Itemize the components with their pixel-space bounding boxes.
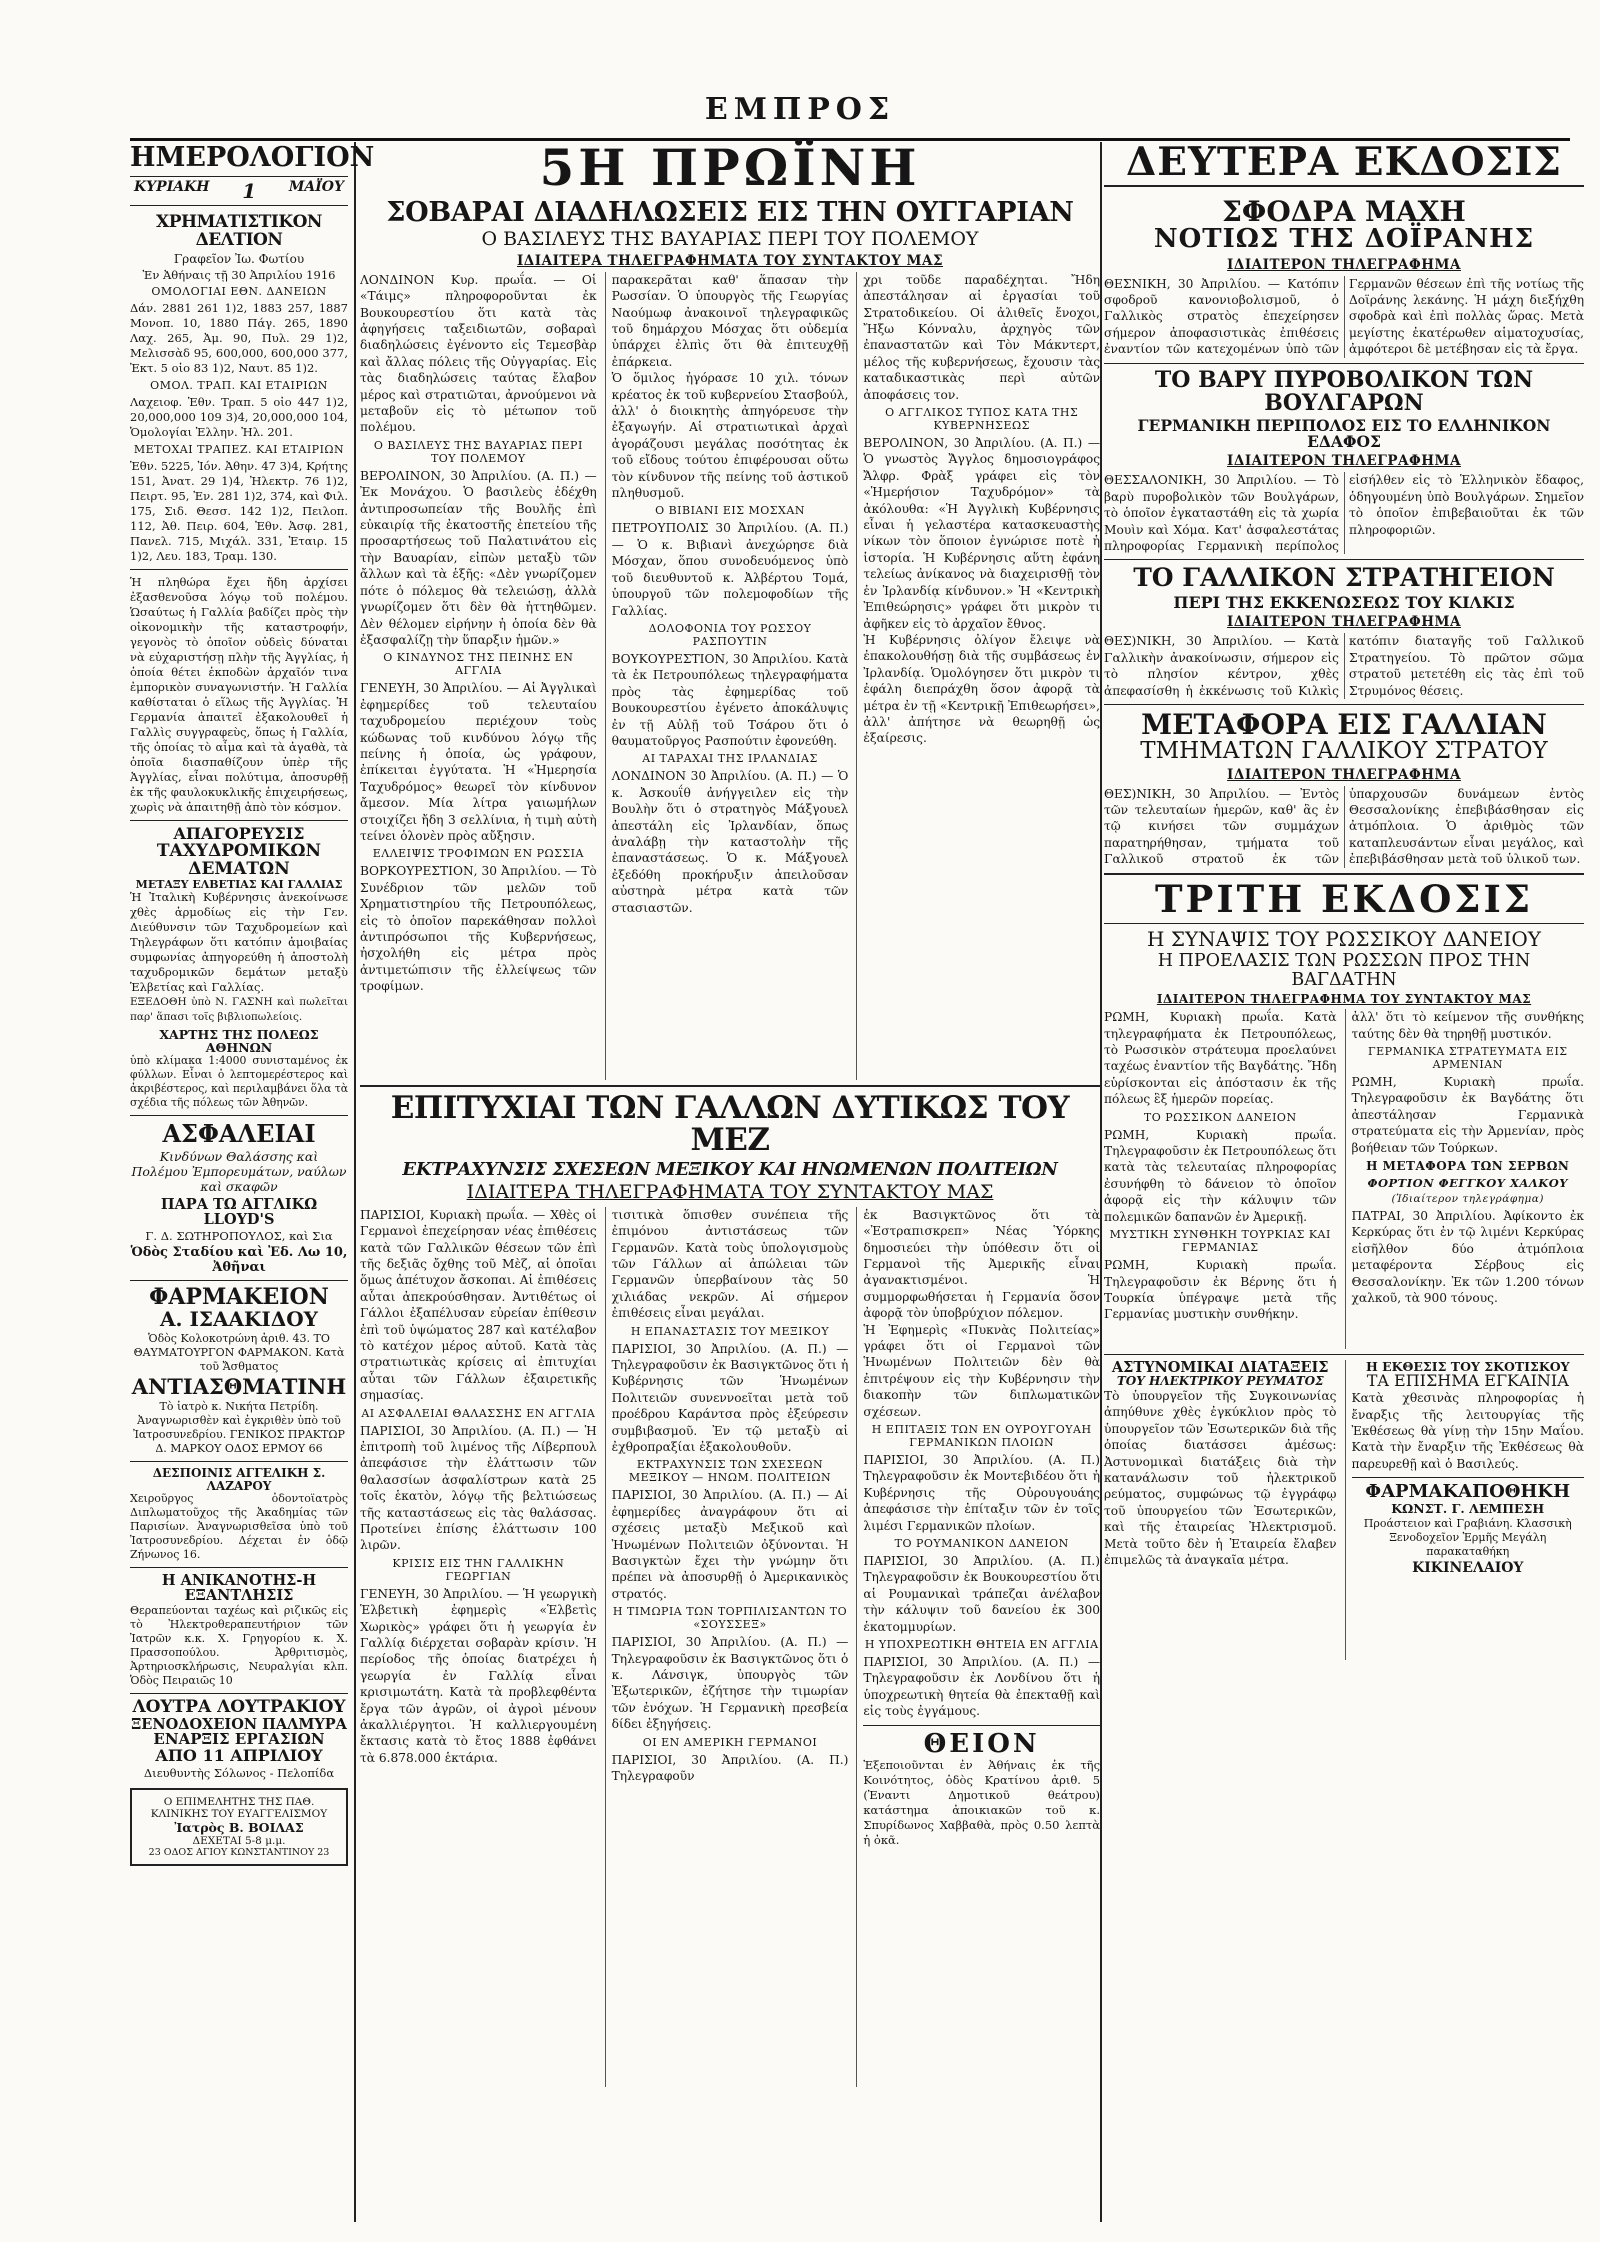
article-text: ΡΩΜΗ, Κυριακὴ πρωΐα. Τηλεγραφοῦσιν ἐκ Βαγδάτης ὅτι ἀπεστάλησαν Γερμανικὰ στρατεύματα εἰς τὴν Ἀρμενίαν, πρὸς βοήθειαν τῶν Τούρκων. bbox=[1351, 1075, 1584, 1155]
kicker: ΙΔΙΑΙΤΕΡΑ ΤΗΛΕΓΡΑΦΗΜΑΤΑ ΤΟΥ ΣΥΝΤΑΚΤΟΥ ΜΑΣ bbox=[516, 252, 943, 269]
ad-text: Τὸ ἱατρὸ κ. Νικήτα Πετρίδη. Ἀναγνωρισθὲν καὶ ἐγκριθὲν ὑπὸ τοῦ Ἰατροσυνεδρίου. ΓΕΝΙΚΟΣ ΠΡΑΚΤΩΡ Δ. ΜΑΡΚΟΥ ΟΔΟΣ ΕΡΜΟΥ 66 bbox=[133, 1400, 345, 1456]
article-headline: ΝΟΤΙΩΣ ΤΗΣ ΔΟΪΡΑΝΗΣ bbox=[1153, 224, 1535, 255]
center-column bbox=[360, 138, 1101, 2222]
article-text: ΠΑΤΡΑΙ, 30 Ἀπριλίου. Ἀφίκοντο ἐκ Κερκύρας ὅτι ἐν τῷ λιμένι Κερκύρας εἰσῆλθον δύο ἀτμόπλοια μεταφέροντα Σέρβους εἰς Θεσσαλονίκην. Ἐκ τῶν 1.200 τόνων χαλκοῦ, τὰ 900 τόνους. bbox=[1351, 1209, 1584, 1306]
ad-date: ΑΠΟ 11 ΑΠΡΙΛΙΟΥ bbox=[155, 1745, 323, 1765]
article-text: ΛΟΝΔΙΝΟΝ 30 Ἀπριλίου. (Α. Π.) — Ὁ κ. Ἀσκουΐθ ἀνήγγειλεν εἰς τὴν Βουλὴν ὅτι ὁ στρατηγὸς Μάξγουελ ἀπεστάλη εἰς Ἰρλανδίαν, ὅπως ἀναλάβῃ τὴν καταστολὴν τῆς ἐπαναστάσεως. Ὁ κ. Μάξγουελ ἐξεδόθη προκήρυξιν ἀπειλοῦσαν αὐστηρὰ μέτρα κατὰ τῶν στασιαστῶν. bbox=[611, 769, 849, 915]
ad-subtitle: ΕΝΑΡΞΙΣ ΕΡΓΑΣΙΩΝ bbox=[153, 1729, 325, 1748]
article-text: ΠΑΡΙΣΙΟΙ, 30 Ἀπριλίου. (Α. Π.) Τηλεγραφοῦν bbox=[611, 1752, 849, 1784]
article-text: ΠΕΤΡΟΥΠΟΛΙΣ 30 Ἀπριλίου. (Α. Π.) — Ὁ κ. Βιβιανὶ ἀνεχώρησε διὰ Μόσχαν, ὅπου συνοδευόμενος ὑπὸ τοῦ διευθυντοῦ κ. Ἀλβέρτου Τομά, ὑπουργοῦ τῶν πολεμοφοδίων τῆς Γαλλίας. bbox=[611, 521, 849, 618]
ad-subtitle: ΤΑ ΕΠΙΣΗΜΑ ΕΓΚΑΙΝΙΑ bbox=[1366, 1371, 1569, 1391]
ad-text: Προάστειον καὶ Γραβιάνη. Κλασσικὴ Ξενοδοχεῖον Ἑρμῆς Μεγάλη παρακαταθήκη bbox=[1363, 1517, 1572, 1559]
ad-brand: ΑΝΤΙΑΣΘΜΑΤΙΝΗ bbox=[131, 1374, 347, 1400]
ad-title: ΔΕΣΠΟΙΝΙΣ ΑΓΓΕΛΙΚΗ Σ. ΛΑΖΑΡΟΥ bbox=[152, 1466, 326, 1493]
ad-hours: ΔΕΧΕΤΑΙ 5-8 μ.μ. bbox=[192, 1835, 286, 1848]
article-text: ΠΑΡΙΣΙΟΙ, 30 Ἀπριλίου. (Α. Π.) — Ἡ ἐπιτροπὴ τοῦ λιμένος τῆς Λίβερπουλ ἀπεφάσισε τὴν ἐλάττωσιν τῶν θαλασσίων ἀσφαλίστρων κατὰ 25 τοῖς ἑκατὸν, λόγῳ τῆς βελτιώσεως τῆς καταστάσεως εἰς τὰς θαλάσσας. Προτείνει ἐπίσης ἐλάττωσιν 100 λιρῶν. bbox=[360, 1423, 597, 1553]
ad-title: Η ΕΚΘΕΣΙΣ ΤΟΥ ΣΚΟΤΙΣΚΟΥ bbox=[1365, 1359, 1570, 1375]
calendar-date: 1 bbox=[242, 179, 257, 204]
article-text: ΛΟΝΔΙΝΟΝ Κυρ. πρωΐα. — Οἱ «Τάιμς» πληροφοροῦνται ἐκ Βουκουρεστίου ὅτι κατὰ τὰς ἀφηγήσεις ταξειδιωτῶν, σοβαραὶ διαδηλώσεις ἐγένοντο εἰς Τεμεσβὰρ καὶ ἄλλας πόλεις τῆς Οὐγγαρίας. Εἰς τὰς διαδηλώσεις ταύτας ἔλαβον μέρος καὶ στρατιῶται, ἀρνούμενοι νὰ μεταβοῦν εἰς τὸ μέτωπον τοῦ πολέμου. bbox=[360, 272, 597, 435]
loans-heading: ΟΜΟΛΟΓΙΑΙ ΕΘΝ. ΔΑΝΕΙΩΝ bbox=[151, 285, 327, 299]
article-subheadline: ΠΕΡΙ ΤΗΣ ΕΚΚΕΝΩΣΕΩΣ ΤΟΥ ΚΙΛΚΙΣ bbox=[1173, 592, 1515, 612]
article-heading: ΔΟΛΟΦΟΝΙΑ ΤΟΥ ΡΩΣΣΟΥ ΡΑΣΠΟΥΤΙΝ bbox=[648, 621, 812, 648]
ad-text: Θεραπεύονται ταχέως καὶ ριζικῶς εἰς τὸ Ἠλεκτροθεραπευτήριον τῶν Ἰατρῶν κ.κ. Χ. Γρηγορίου κ. Χ. Πρασσοπούλου. Ἀρθριτισμὸς, Ἀρτηριοσκλήρωσις, Νευραλγίαι κλπ. Ὁδὸς Πειραιῶς 10 bbox=[130, 1603, 348, 1687]
ad-name: Γ. Δ. ΣΩΤΗΡΟΠΟΥΛΟΣ, καὶ Σια bbox=[145, 1228, 333, 1243]
article-text: ΡΩΜΗ, Κυριακὴ πρωΐα. Τηλεγραφοῦσιν ἐκ Βέρνης ὅτι ἡ Τουρκία ὑπέγραψε μετὰ τῆς Γερμανίας μυστικὴν συνθήκην. bbox=[1104, 1258, 1337, 1322]
article-heading: ΓΕΡΜΑΝΙΚΑ ΣΤΡΑΤΕΥΜΑΤΑ ΕΙΣ ΑΡΜΕΝΙΑΝ bbox=[1367, 1045, 1568, 1072]
ad-address: Ὁδὸς Σταδίου καὶ Ἐδ. Λω 10, Ἀθῆναι bbox=[130, 1244, 348, 1275]
ad-name: ΚΩΝΣΤ. Γ. ΛΕΜΠΕΣΗ bbox=[1391, 1501, 1545, 1517]
article-heading: ΚΡΙΣΙΣ ΕΙΣ ΤΗΝ ΓΑΛΛΙΚΗΝ ΓΕΩΡΓΙΑΝ bbox=[392, 1556, 565, 1583]
article-subheadline: ΤΜΗΜΑΤΩΝ ΓΑΛΛΙΚΟΥ ΣΤΡΑΤΟΥ bbox=[1140, 738, 1548, 765]
column-divider bbox=[354, 142, 356, 2222]
left-column bbox=[130, 142, 375, 2222]
article-heading: Ο ΒΙΒΙΑΝΙ ΕΙΣ ΜΟΣΧΑΝ bbox=[655, 504, 805, 518]
article-subheadline: ΓΕΡΜΑΝΙΚΗ ΠΕΡΙΠΟΛΟΣ ΕΙΣ ΤΟ ΕΛΛΗΝΙΚΟΝ ΕΔΑΦΟΣ bbox=[1137, 415, 1551, 452]
kicker: ΙΔΙΑΙΤΕΡΟΝ ΤΗΛΕΓΡΑΦΗΜΑ bbox=[1227, 256, 1461, 273]
article-text: ἐκ Βασιγκτῶνος ὅτι τὰ «Ἐστραπισκρεπ» Νέας Ὑόρκης δημοσιεύει τὴν ὑπόθεσιν ὅτι οἱ Γερμανοὶ τῆς Ἀμερικῆς εἶναι ἀγανακτισμένοι. Ἡ συμμορφωθήσεται ἡ Γερμανία ὅσον ἀφορᾷ τὸν ὑποβρύχιον πόλεμον. bbox=[863, 1207, 1101, 1321]
article-text: ΡΩΜΗ, Κυριακὴ πρωΐα. Κατὰ τηλεγραφήματα ἐκ Πετρουπόλεως, τὸ Ρωσσικὸν στράτευμα προελαύνει ταχέως ἐναντίον τῆς Βαγδάτης. Ἤδη εὑρίσκονται εἰς ἀπόστασιν ἐκ τῆς πόλεως ἓξ ἡμερῶν πορείας. bbox=[1104, 1010, 1337, 1107]
kicker: ΙΔΙΑΙΤΕΡΟΝ ΤΗΛΕΓΡΑΦΗΜΑ bbox=[1227, 614, 1461, 631]
article-heading: ΜΥΣΤΙΚΗ ΣΥΝΘΗΚΗ ΤΟΥΡΚΙΑΣ ΚΑΙ ΓΕΡΜΑΝΙΑΣ bbox=[1109, 1228, 1331, 1255]
bank-text: Λαχειοφ. Ἐθν. Τραπ. 5 οἰο 447 1)2, 20,000,000 109 3)4, 20,000,000 104, Ὁμολογίαι Ἑλλην. Ἠλ. 201. bbox=[130, 395, 348, 440]
ad-name: Ἰατρὸς Β. ΒΟΙΛΑΣ bbox=[174, 1820, 304, 1836]
ad-address: 23 ΟΔΟΣ ΑΓΙΟΥ ΚΩΝΣΤΑΝΤΙΝΟΥ 23 bbox=[148, 1847, 330, 1859]
ad-text: ὑπὸ κλίμακα 1:4000 συνισταμένος ἐκ φύλλων. Εἶναι ὁ λεπτομερέστερος καὶ ἀκριβέστερος, καὶ περιλαμβάνει ὅλα τὰ σχέδια τῆς πόλεως τῶν Ἀθηνῶν. bbox=[130, 1054, 348, 1110]
edition-title: 5Η ΠΡΩΪΝΗ bbox=[539, 138, 921, 197]
article-heading: ΑΙ ΑΣΦΑΛΕΙΑΙ ΘΑΛΑΣΣΗΣ ΕΝ ΑΓΓΛΙΑ bbox=[361, 1406, 596, 1420]
top-articles bbox=[360, 272, 1100, 1080]
article-text: Ἡ Ἐφημερὶς «Πυκνὰς Πολιτείας» γράφει ὅτι οἱ Γερμανοὶ τῶν Ἡνωμένων Πολιτειῶν δὲν θὰ ἐπιτρέψουν εἰς τὴν Κυβέρνησιν τὴν διακοπὴν τῶν διπλωματικῶν σχέσεων. bbox=[863, 1322, 1101, 1419]
article-heading: ΑΙ ΤΑΡΑΧΑΙ ΤΗΣ ΙΡΛΑΝΔΙΑΣ bbox=[642, 752, 818, 766]
ad-note: ΕΞΕΔΟΘΗ ὑπὸ Ν. ΓΑΣΝΗ καὶ πωλεῖται παρ' ἅπασι τοῖς βιβλιοπωλείοις. bbox=[130, 996, 348, 1024]
ad-title: ΑΣΦΑΛΕΙΑΙ bbox=[162, 1119, 316, 1149]
ad-subtitle: ΤΟΥ ΗΛΕΚΤΡΙΚΟΥ ΡΕΥΜΑΤΟΣ bbox=[1116, 1374, 1324, 1389]
article-text: ἀλλ' ὅτι τὸ κείμενον τῆς συνθήκης ταύτης δὲν θὰ τηρηθῇ μυστικόν. bbox=[1351, 1010, 1584, 1041]
kicker: ΙΔΙΑΙΤΕΡΟΝ ΤΗΛΕΓΡΑΦΗΜΑ bbox=[1227, 453, 1461, 470]
article-text: ΠΑΡΙΣΙΟΙ, 30 Ἀπριλίου. (Α. Π.) Τηλεγραφοῦσιν ἐκ Μοντεβιδέου ὅτι ἡ Κυβέρνησις τῆς Οὐρουγουάης ἀπεφάσισε τὴν ἐπίταξιν τῶν ἐν τοῖς λιμέσι Γερμανικῶν πλοίων. bbox=[863, 1452, 1101, 1533]
bank-heading: ΟΜΟΛ. ΤΡΑΠ. ΚΑΙ ΕΤΑΙΡΙΩΝ bbox=[150, 379, 328, 393]
article-text: ΓΕΝΕΥΗ, 30 Ἀπριλίου. — Αἱ Ἀγγλικαὶ ἐφημερίδες τοῦ τελευταίου ταχυδρομείου περιέχουν τοὺς κώδωνας τοῦ κινδύνου λόγῳ τῆς πείνης ἡ ὁποία, ὡς γράφουν, ἐπίκειται ἐγγύτατα. Ἡ «Ἡμερησία Ταχυδρόμος» θεωρεῖ τὸν κίνδυνον ἄμεσον. Μία λίτρα γαιωμήλων στοιχίζει ἤδη 3 σελλίνια, ἡ τιμὴ αὐτὴ τείνει ὁλονὲν πρὸς αὔξησιν. bbox=[360, 681, 597, 843]
edition-title: ΔΕΥΤΕΡΑ ΕΚΔΟΣΙΣ bbox=[1104, 142, 1584, 187]
article-headline: Η ΠΡΟΕΛΑΣΙΣ ΤΩΝ ΡΩΣΣΩΝ ΠΡΟΣ ΤΗΝ ΒΑΓΔΑΤΗΝ bbox=[1157, 951, 1531, 990]
ad-title: ΦΑΡΜΑΚΑΠΟΘΗΚΗ bbox=[1365, 1481, 1571, 1503]
loans-text: Δάν. 2881 261 1)2, 1883 257, 1887 Μονοπ. 10, 1880 Πάγ. 265, 1890 Λαχ. 265, Ἀμ. 90, Πυλ. 29 1)2, Μελισσὰδ 95, 600,000, 600,000 377, Ἐκτ. 5 οἰο 83 1)2, Ναυτ. 85 1)2. bbox=[130, 301, 348, 376]
article-headline: ΤΟ ΓΑΛΛΙΚΟΝ ΣΤΡΑΤΗΓΕΙΟΝ bbox=[1133, 563, 1555, 593]
calendar-title: ΗΜΕΡΟΛΟΓΙΟΝ bbox=[130, 142, 375, 173]
ad-agent: ΠΑΡΑ ΤΩ ΑΓΓΛΙΚΩ LLOYD'S bbox=[160, 1195, 318, 1228]
article-heading: ΕΛΛΕΙΨΙΣ ΤΡΟΦΙΜΩΝ ΕΝ ΡΩΣΣΙΑ bbox=[372, 847, 584, 861]
kicker: ΙΔΙΑΙΤΕΡΟΝ ΤΗΛΕΓΡΑΦΗΜΑ bbox=[1227, 766, 1461, 783]
article-heading: Ο ΑΓΓΛΙΚΟΣ ΤΥΠΟΣ ΚΑΤΑ ΤΗΣ ΚΥΒΕΡΝΗΣΕΩΣ bbox=[885, 406, 1079, 433]
right-column bbox=[1104, 139, 1584, 2222]
article-text: ΒΟΡΚΟΥΡΕΣΤΙΟΝ, 30 Ἀπριλίου. — Τὸ Συνέδριον τῶν μελῶν τοῦ Χρηματιστηρίου τῆς Πετρουπόλεως, εἰς τὸ ὁποῖον παρεκάθησαν πολλοὶ ἀντιπρόσωποι τῆς Κυβερνήσεως, ἠσχολήθη εἰς μέτρα πρὸς ἀντιμετώπισιν τῆς ἐλλείψεως τῶν τροφίμων. bbox=[360, 864, 597, 994]
calendar-day: ΚΥΡΙΑΚΗ bbox=[134, 179, 210, 196]
third-edition-articles bbox=[1104, 1009, 1584, 1349]
shares-text: Ἐθν. 5225, Ἰόν. Ἀθην. 47 3)4, Κρήτης 151, Ἀνατ. 29 1)4, Ἠλεκτρ. 76 1)2, Πειρτ. 95, Ἐν. 281 1)2, 374, καὶ Φιλ. 175, Σιδ. Θεσσ. 142 1)2, Πειλοπ. 112, Ἀθ. Πειρ. 604, Ἐθν. Ἀσφ. 281, Πανελ. 715, Μιχάλ. 331, Ἐταιρ. 15 1)2, Λευ. 183, Τραμ. 130. bbox=[130, 459, 348, 564]
article-text: ΘΕΣ)ΝΙΚΗ, 30 Ἀπριλίου. — Κατὰ Γαλλικὴν ἀνακοίνωσιν, σήμερον εἰς τὸ πλησίον κέντρον, χθὲς ἀπεφασίσθη ἡ ἐκκένωσις τοῦ Κιλκὶς κατόπιν διαταγῆς τοῦ Γαλλικοῦ Στρατηγείου. Τὸ πρῶτον σῶμα στρατοῦ μετετέθη εἰς τὰς ἐπὶ τοῦ Στρυμόνος θέσεις. bbox=[1104, 634, 1584, 698]
market-source: Γραφεῖον Ἰω. Φωτίου bbox=[173, 252, 305, 267]
article-text: Ὁ ὅμιλος ἠγόρασε 10 χιλ. τόνων κρέατος ἐκ τοῦ κυβερνείου Στασβούλ, ἀλλ' ὁ διοικητὴς ἀπηγόρευσε τὴν ἐξαγωγήν. Αἱ στρατιωτικαὶ ἀρχαὶ ἀγοράζουσι μεγάλας ποσότητας ἐκ τοῦ εἴδους τούτου ἐπιφέρουσαι οὕτω τὸν κίνδυνον τῆς πείνης τοῦ ἀστικοῦ πληθυσμοῦ. bbox=[611, 371, 849, 501]
ad-text: Τὸ ὑπουργεῖον τῆς Συγκοινωνίας ἀπηύθυνε χθὲς ἐγκύκλιον πρὸς τὸ ὑπουργεῖον τῶν Ἐσωτερικῶν διὰ τῆς ὁποίας διατάσσει ἀμέσως: Ἀστυνομικαὶ διατάξεις διὰ τὴν κατανάλωσιν τοῦ ἠλεκτρικοῦ ρεύματος, συμφώνως τῷ ἐγγράφῳ τοῦ ὑπουργείου τῶν Ἐσωτερικῶν, καὶ τῆς ἐταιρείας Ἠλεκτρισμοῦ. Μετὰ τοῦτο δὲν ἡ Ἐταιρεία ἔλαβεν ἐπιμελῶς τὰ ἀναγκαῖα μέτρα. bbox=[1104, 1389, 1337, 1568]
article-text: ΠΑΡΙΣΙΟΙ, 30 Ἀπριλίου. (Α. Π.) — Τηλεγραφοῦσιν ἐκ Λονδίνου ὅτι ἡ ὑποχρεωτικὴ θητεία θὰ ἐπεκταθῇ καὶ εἰς τοὺς ἐγγάμους. bbox=[863, 1655, 1101, 1719]
doctor-ad-box bbox=[130, 1788, 348, 1866]
ad-text: Χειροῦργος ὀδοντοϊατρὸς Διπλωματοῦχος τῆς Ἀκαδημίας τῶν Παρισίων. Ἀναγνωρισθεῖσα ὑπὸ τοῦ Ἰατροσυνεδρίου. Δέχεται ἐν ὁδῷ Ζήνωνος 16. bbox=[130, 1492, 348, 1562]
article-text: ΒΕΡΟΛΙΝΟΝ, 30 Ἀπριλίου. (Α. Π.) — Ἐκ Μονάχου. Ὁ βασιλεὺς ἐδέχθη ἀντιπροσωπείαν τῆς Βουλῆς ἐπὶ εὐκαιρίᾳ τῆς ἐκατοστῆς ἐπετείου τῆς προσαρτήσεως τοῦ Παλατινάτου εἰς τὴν Βαυαρίαν, εἰπὼν μεταξὺ τῶν ἄλλων καὶ τὰ ἑξῆς: «Δὲν γνωρίζομεν πότε ὁ πόλεμος θὰ τελειώσῃ, ἀλλὰ γνωρίζομεν ὅτι δὲν θὰ ἡττηθῶμεν. Δὲν θέλομεν εἰρήνην ἡ ὁποία δὲν θὰ ἐξασφαλίζῃ τὴν ὕπαρξιν ἡμῶν.» bbox=[360, 468, 597, 647]
article-text: Ἡ Κυβέρνησις ὀλίγον ἔλειψε νὰ ἐπακολουθήσῃ διὰ τῆς συμβάσεως ἐν Ἰρλανδίᾳ. Ὁμολόγησεν ὅτι μικρὸν τι ἐφάλη διεπράχθη ὅσον ἀφορᾷ τὰ μέτρα ἐν τῇ «Κεντρικῇ Ἐπιθεωρήσει», ἀλλ' ἀπήτησε νὰ θεωρηθῇ ὡς ἐξαίρεσις. bbox=[863, 632, 1101, 746]
bottom-articles bbox=[360, 1207, 1100, 2087]
article-heading: Η ΥΠΟΧΡΕΩΤΙΚΗ ΘΗΤΕΙΑ ΕΝ ΑΓΓΛΙΑ bbox=[864, 1638, 1099, 1652]
shares-heading: ΜΕΤΟΧΑΙ ΤΡΑΠΕΖ. ΚΑΙ ΕΤΑΙΡΙΩΝ bbox=[133, 443, 345, 457]
ad-text: Κατὰ χθεσινὰς πληροφορίας ἡ ἔναρξις τῆς λειτουργίας τῆς Ἐκθέσεως θὰ γίνῃ τὴν 15ην Μαΐου. Κατὰ τὴν ἔναρξιν τῆς Ἐκθέσεως θὰ παρευρεθῇ καὶ ὁ Βασιλεύς. bbox=[1351, 1391, 1584, 1471]
ad-text: Κινδύνων Θαλάσσης καὶ Πολέμου Ἐμπορευμάτων, ναύλων καὶ σκαφῶν bbox=[131, 1148, 347, 1194]
war-headline: ΕΠΙΤΥΧΙΑΙ ΤΩΝ ΓΑΛΛΩΝ ΔΥΤΙΚΩΣ ΤΟΥ ΜΕΖ bbox=[390, 1089, 1070, 1159]
article-text: παρακερᾶται καθ' ἅπασαν τὴν Ρωσσίαν. Ὁ ὑπουργὸς τῆς Γεωργίας Ναούμωφ ἀνακοινοῖ τηλεγραφικῶς τοῦ δημάρχου Μόσχας ὅτι οὐδεμία ὑπάρχει ἐλπὶς ὅτι θὰ ἐπιτευχθῇ ἐπάρκεια. bbox=[611, 272, 849, 369]
article-text: ΠΑΡΙΣΙΟΙ, 30 Ἀπριλίου. (Α. Π.) — Τηλεγραφοῦσιν ἐκ Βασιγκτῶνος ὅτι ἡ Κυβέρνησις τῶν Ἡνωμένων Πολιτειῶν συνεννοεῖται μετὰ τοῦ προέδρου Καράντσα πρὸς ἐξεύρεσιν συμβιβασμοῦ. Ἐν τῷ μεταξὺ αἱ ἐχθροπραξίαι ἐξακολουθοῦν. bbox=[611, 1341, 849, 1454]
article-text: ΠΑΡΙΣΙΟΙ, Κυριακὴ πρωΐα. — Χθὲς οἱ Γερμανοὶ ἐπεχείρησαν νέας ἐπιθέσεις κατὰ τῶν Γαλλικῶν θέσεων τῶν ἐπὶ τῆς δεξιᾶς ὄχθης τοῦ Μὲζ, αἱ ὁποῖαι ὅμως ἀπέτυχον ἄσκοπαι. Αἱ ἐπιθέσεις αὗται ἀπεκρούσθησαν. Ἀντιθέτως οἱ Γάλλοι ἐξαπέλυσαν εὐρείαν ἐπίθεσιν ἐπὶ τοῦ ὑψώματος 287 καὶ κατέλαβον τὸ κατέχον μέρος αὐτοῦ. Κατὰ τὰς στρατιωτικὰς κρίσεις αἱ ἐπιτυχίαι αὗται τῶν Γάλλων ἐξαιρετικῆς σημασίας. bbox=[360, 1207, 597, 1403]
ad-name: Α. ΙΣΑΑΚΙΔΟΥ bbox=[160, 1307, 318, 1332]
ad-title: ΑΠΑΓΟΡΕΥΣΙΣ bbox=[173, 824, 305, 844]
main-subheadline: Ο ΒΑΣΙΛΕΥΣ ΤΗΣ ΒΑΥΑΡΙΑΣ ΠΕΡΙ ΤΟΥ ΠΟΛΕΜΟΥ bbox=[481, 227, 979, 250]
article-text: ΘΕΣΣΑΛΟΝΙΚΗ, 30 Ἀπριλίου. — Τὸ βαρὺ πυροβολικὸν τῶν Βουλγάρων, τὸ ὁποῖον ἐγκαταστάθη εἰς τὰ χωρία Μουὶν καὶ Χόμα. Κατ' ἀσφαλεστάτας πληροφορίας Γερμανικὴ περίπολος εἰσήλθεν εἰς τὸ Ἑλληνικὸν ἔδαφος, ὁδηγουμένη ὑπὸ Βουλγάρων. Σημεῖον τὸ ὁποῖον ἐπιβεβαιοῦται ἐκ τῶν πληροφοριῶν. bbox=[1104, 473, 1584, 553]
article-heading: Η ΤΙΜΩΡΙΑ ΤΩΝ ΤΟΡΠΙΛΙΣΑΝΤΩΝ ΤΟ «ΣΟΥΣΣΕΞ» bbox=[612, 1605, 848, 1632]
article-heading: Η ΕΠΙΤΑΞΙΣ ΤΩΝ ΕΝ ΟΥΡΟΥΓΟΥΑΗ ΓΕΡΜΑΝΙΚΩΝ ΠΛΟΙΩΝ bbox=[871, 1422, 1092, 1449]
ad-title: Η ΑΝΙΚΑΝΟΤΗΣ-Η ΕΞΑΝΤΛΗΣΙΣ bbox=[161, 1572, 317, 1605]
article-heading: ΤΟ ΡΟΥΜΑΝΙΚΟΝ ΔΑΝΕΙΟΝ bbox=[894, 1537, 1069, 1551]
article-text: ΓΕΝΕΥΗ, 30 Ἀπριλίου. — Ἡ γεωργικὴ Ἑλβετικὴ ἐφημερὶς «Ἑλβετὶς Χωρικὸς» γράφει ὅτι ἡ γεωργία ἐν Γαλλίᾳ διέρχεται σοβαρὰν κρίσιν. Ἡ περίοδος τῆς ὁποίας διατρέχει ἡ γεωργία ἐν Γαλλίᾳ εἶναι κρισιμωτάτη. Κατὰ τὰ προβλεφθέντα ἔργα τῶν ἀγρῶν, οἱ ἀγροὶ μένουν ἀκαλλιέργητοι. Ἡ καλλιεργουμένη ἔκτασις κατὰ τὸ ἔτος 1888 ἐφθάνει τὰ 6.878.000 ἑκτάρια. bbox=[360, 1586, 597, 1765]
kicker: ΙΔΙΑΙΤΕΡΟΝ ΤΗΛΕΓΡΑΦΗΜΑ ΤΟΥ ΣΥΝΤΑΚΤΟΥ ΜΑΣ bbox=[1156, 992, 1532, 1007]
ad-text: Ὁδὸς Κολοκοτρώνη ἀριθ. 43. ΤΟ ΘΑΥΜΑΤΟΥΡΓΟΝ ΦΑΡΜΑΚΟΝ. Κατὰ τοῦ Ἄσθματος bbox=[133, 1332, 345, 1374]
ad-brand: ΚΙΚΙΝΕΛΑΙΟΥ bbox=[1412, 1560, 1524, 1577]
ad-subtitle: ΞΕΝΟΔΟΧΕΙΟΝ ΠΑΛΜΥΡΑ bbox=[131, 1715, 347, 1733]
article-text: ΘΕΣΝΙΚΗ, 30 Ἀπριλίου. — Κατόπιν σφοδροῦ κανονιοβολισμοῦ, ὁ Γαλλικὸς στρατὸς ἐπεχείρησεν σήμερον ἀποφασιστικὰς ἐπιθέσεις ἐναντίον τῶν κατεχομένων ὑπὸ τῶν Γερμανῶν θέσεων ἐπὶ τῆς νοτίως τῆς Δοϊράνης λεκάνης. Ἡ μάχη διεξήχθη σφοδρὰ καὶ ἐπὶ πολλὰς ὥρας. Μετὰ μεγίστης ἐκατέρωθεν αἱματοχυσίας, ἀμφότεροι δὲ μετέβησαν εἰς τὰ ἔργα. bbox=[1104, 276, 1584, 357]
article-text: τισιτικὰ ὅπισθεν συνέπεια τῆς ἐπιμόνου ἀντιστάσεως τῶν Γερμανῶν. Κατὰ τοὺς ὑπολογισμοὺς τῶν Γάλλων αἱ ἀπώλειαι τῶν Γερμανῶν ὑπερβαίνουν τὰς 50 χιλιάδας νεκρῶν. Αἱ σήμερον ἐπιθέσεις εἶναι μεγάλαι. bbox=[611, 1207, 849, 1321]
ad-title: ΧΑΡΤΗΣ ΤΗΣ ΠΟΛΕΩΣ ΑΘΗΝΩΝ bbox=[159, 1027, 319, 1056]
article-text: ΠΑΡΙΣΙΟΙ, 30 Ἀπριλίου. (Α. Π.) — Αἱ ἐφημερίδες ἀναγράφουν ὅτι αἱ σχέσεις μεταξὺ Μεξικοῦ καὶ Ἡνωμένων Πολιτειῶν ὀξύνονται. Ἡ Βασιγκτὼν ἔχει τὴν γνώμην ὅτι πρέπει νὰ ἀποσυρθῇ ὁ Ἀμερικανικὸς στρατός. bbox=[611, 1488, 849, 1601]
ad-title: Ο ΕΠΙΜΕΛΗΤΗΣ ΤΗΣ ΠΑΘ. ΚΛΙΝΙΚΗΣ ΤΟΥ ΕΥΑΓΓΕΛΙΣΜΟΥ bbox=[150, 1796, 328, 1821]
article-headline: ΤΟ ΒΑΡΥ ΠΥΡΟΒΟΛΙΚΟΝ ΤΩΝ ΒΟΥΛΓΑΡΩΝ bbox=[1154, 366, 1534, 416]
main-headline: ΣΟΒΑΡΑΙ ΔΙΑΔΗΛΩΣΕΙΣ ΕΙΣ ΤΗΝ ΟΥΓΓΑΡΙΑΝ bbox=[386, 196, 1074, 228]
ad-title: ΛΟΥΤΡΑ ΛΟΥΤΡΑΚΙΟΥ bbox=[132, 1696, 346, 1717]
calendar-date-row bbox=[130, 176, 348, 206]
calendar-month: ΜΑΪΟΥ bbox=[288, 179, 344, 196]
article-text: ΒΟΥΚΟΥΡΕΣΤΙΟΝ, 30 Ἀπριλίου. Κατὰ τὰ ἐκ Πετρουπόλεως τηλεγραφήματα πρὸς τὰς ἐφημερίδας τοῦ Βουκουρεστίου ἐγένετο ἀποκάλυψις ἐν τῇ Αὐλῇ τοῦ Τσάρου ὅτι ὁ θαυματοῦργος Ρασπούτιν ἐφονεύθη. bbox=[611, 651, 849, 748]
ad-text: Ἡ Ἰταλικὴ Κυβέρνησις ἀνεκοίνωσε χθὲς ἁρμοδίως εἰς τὴν Γεν. Διεύθυνσιν τῶν Ταχυδρομείων καὶ Τηλεγράφων ὅτι κατόπιν ἀμοιβαίας συμφωνίας ἀπηγορεύθη ἡ ἀποστολὴ ταχυδρομικῶν δεμάτων μεταξὺ Ἑλβετίας καὶ Γαλλίας. bbox=[130, 890, 348, 995]
article-heading: Η ΕΠΑΝΑΣΤΑΣΙΣ ΤΟΥ ΜΕΞΙΚΟΥ bbox=[630, 1324, 830, 1338]
ad-title: ΦΑΡΜΑΚΕΙΟΝ bbox=[149, 1283, 329, 1310]
ad-subtitle: ΤΑΧΥΔΡΟΜΙΚΩΝ ΔΕΜΑΤΩΝ bbox=[156, 840, 322, 879]
ad-title: ΘΕΙΟΝ bbox=[923, 1728, 1040, 1759]
essay-text: Ἡ πληθώρα ἔχει ἤδη ἀρχίσει ἐξασθενοῦσα λόγῳ τοῦ πολέμου. Ὡσαύτως ἡ Γαλλία βαδίζει πρὸς τὴν οἰκονομικὴν τῆς καταστροφήν, γεγονὸς τὸ ὁποῖον οὐδεὶς δύναται νὰ εὐχαριστήσῃ πλὴν τῆς Ἀγγλίας, ἡ ὁποία θέτει ἐκποδὼν ἀρχαῖόν τινα ἐμπορικὸν συναγωνιστήν. Ἡ Γαλλία καθίσταται ὁ εἵλως τῆς Ἀγγλίας. Ἡ Γερμανία ἀπαιτεῖ ἐξακολουθεῖ ἡ Γαλλὶς συγγραφεὺς, ὅπως ἡ Γαλλία, τῆς ὁποίας τὸ αἷμα καὶ τὰ ἀγαθὰ, τὰ ὁποῖα διασπαθίζουν ὑπὲρ τῆς Ἀγγλίας, εἶναι πολύτιμα, ἀποσυρθῇ ἐκ τῆς φαυλοκυκλικῆς ἐπιχειρήσεως, χωρὶς νὰ ἀπαιτηθῇ ἀπὸ τὸν κόσμον. bbox=[130, 575, 348, 815]
article-text: ΠΑΡΙΣΙΟΙ, 30 Ἀπριλίου. (Α. Π.) — Τηλεγραφοῦσιν ἐκ Βασιγκτῶνος ὅτι ὁ κ. Λάνσιγκ, ὑπουργὸς τῶν Ἐξωτερικῶν, ἐζήτησε τὴν τιμωρίαν τῶν ἐνόχων. Ἡ Γερμανικὴ πρεσβεία δίδει ἐξηγήσεις. bbox=[611, 1635, 849, 1732]
market-date: Ἐν Ἀθήναις τῇ 30 Ἀπριλίου 1916 bbox=[142, 268, 336, 283]
article-heading: ΤΟ ΡΩΣΣΙΚΟΝ ΔΑΝΕΙΟΝ bbox=[1143, 1110, 1297, 1124]
war-subheadline: ΕΚΤΡΑΧΥΝΣΙΣ ΣΧΕΣΕΩΝ ΜΕΞΙΚΟΥ ΚΑΙ ΗΝΩΜΕΝΩΝ ΠΟΛΙΤΕΙΩΝ bbox=[402, 1158, 1058, 1180]
article-kicker: (Ἰδιαίτερον τηλεγράφημα) bbox=[1391, 1193, 1544, 1206]
article-text: ΠΑΡΙΣΙΟΙ, 30 Ἀπριλίου. (Α. Π.) Τηλεγραφοῦσιν ἐκ Βουκουρεστίου ὅτι αἱ Ρουμανικαὶ τράπεζαι ἀνέλαβον τὴν κάλυψιν τοῦ δανείου ἐκ 300 ἑκατομμυρίων. bbox=[863, 1554, 1101, 1634]
ad-subtitle: ΜΕΤΑΞΥ ΕΛΒΕΤΙΑΣ ΚΑΙ ΓΑΛΛΙΑΣ bbox=[135, 877, 343, 891]
masthead-title: ΕΜΠΡΟΣ bbox=[704, 92, 896, 127]
article-text: ΘΕΣ)ΝΙΚΗ, 30 Ἀπριλίου. — Ἐντὸς τῶν τελευταίων ἡμερῶν, καθ' ἃς ἐν τῷ κινήσει τῶν συμμάχων παρατηρήθησαν, τμήματα τοῦ Γαλλικοῦ στρατοῦ ἐκ τῶν ὑπαρχουσῶν δυνάμεων ἐντὸς Θεσσαλονίκης ἐπεβιβάσθησαν εἰς ἀτμόπλοια. Ὁ ἀριθμὸς τῶν καταπλευσάντων εἶναι μεγάλος, καὶ ἐπεβιβάσθησαν μετὰ τοῦ ὑλικοῦ των. bbox=[1104, 786, 1584, 867]
war-kicker: ΙΔΙΑΙΤΕΡΑ ΤΗΛΕΓΡΑΦΗΜΑΤΑ ΤΟΥ ΣΥΝΤΑΚΤΟΥ ΜΑΣ bbox=[466, 1180, 994, 1203]
article-headline: ΣΦΟΔΡΑ ΜΑΧΗ bbox=[1222, 194, 1466, 228]
article-heading: Ο ΚΙΝΔΥΝΟΣ ΤΗΣ ΠΕΙΝΗΣ ΕΝ ΑΓΓΛΙΑ bbox=[383, 651, 574, 678]
ad-text: Διευθυντὴς Σόλωνος - Πελοπίδα bbox=[143, 1766, 335, 1781]
column-divider bbox=[1100, 142, 1102, 2222]
article-text: ΒΕΡΟΛΙΝΟΝ, 30 Ἀπριλίου. (Α. Π.) — Ὁ γνωστὸς Ἄγγλος δημοσιογράφος Ἄλφρ. Φρὰξ γράφει εἰς τὸν «Ἡμερήσιον Ταχυδρόμον» τὰ ἀκόλουθα: «Ἡ Ἀγγλικὴ Κυβέρνησις εἶναι ἡ γελαστέρα κατασκευαστὴς νίκων τὸν ὅποιον ἐγνώρισε ποτὲ ἡ ἱστορία. Ἡ Κυβέρνησις αὕτη ἐφάνη τελείως ἀνίκανος νὰ διαχειρισθῇ τὸν ἐν Ἰρλανδίᾳ κίνδυνον.» Ἡ «Κεντρικὴ Ἐπιθεώρησις» γράφει ὅτι μικρὸν τι ἀφῆκεν εἰς τὸ ἀρχαῖον ἔθνος. bbox=[863, 436, 1101, 631]
market-title: ΧΡΗΜΑΤΙΣΤΙΚΟΝ ΔΕΛΤΙΟΝ bbox=[156, 212, 322, 251]
article-headline: ΜΕΤΑΦΟΡΑ ΕΙΣ ΓΑΛΛΙΑΝ bbox=[1141, 708, 1547, 742]
ad-title: ΑΣΤΥΝΟΜΙΚΑΙ ΔΙΑΤΑΞΕΙΣ bbox=[1111, 1359, 1329, 1377]
edition-title: ΤΡΙΤΗ ΕΚΔΟΣΙΣ bbox=[1155, 876, 1533, 921]
article-headline: Η ΣΥΝΑΨΙΣ ΤΟΥ ΡΩΣΣΙΚΟΥ ΔΑΝΕΙΟΥ bbox=[1147, 927, 1541, 952]
article-subheading: ΦΟΡΤΙΟΝ ΦΕΓΓΚΟΥ ΧΑΛΚΟΥ bbox=[1367, 1176, 1568, 1191]
bottom-ads bbox=[1104, 1360, 1584, 1660]
article-heading: Ο ΒΑΣΙΛΕΥΣ ΤΗΣ ΒΑΥΑΡΙΑΣ ΠΕΡΙ ΤΟΥ ΠΟΛΕΜΟΥ bbox=[373, 438, 583, 465]
article-heading: Η ΜΕΤΑΦΟΡΑ ΤΩΝ ΣΕΡΒΩΝ bbox=[1366, 1159, 1570, 1174]
article-text: ΡΩΜΗ, Κυριακὴ πρωΐα. Τηλεγραφοῦσιν ἐκ Πετρουπόλεως ὅτι κατὰ τὰς τελευταίας πληροφορίας ἐσυνήφθη τὸ δάνειον τὸ ὁποῖον ἀφορᾷ εἰς τὴν κάλυψιν τῶν πολεμικῶν δαπανῶν ἐν Ἀμερικῇ. bbox=[1104, 1127, 1337, 1224]
ad-text: Ἐξεποιοῦνται ἐν Ἀθήναις ἐκ τῆς Κοινότητος, ὁδὸς Κρατίνου ἀριθ. 5 (Ἐναντι Δημοτικοῦ θεάτρου) κατάστημα ἀποικιακῶν τοῦ κ. Σπυρίδωνος Χαββαθὰ, πρὸς 0.50 λεπτὰ ἡ ὀκᾶ. bbox=[863, 1757, 1101, 1847]
article-text: χρι τοῦδε παραδέχηται. Ἤδη ἀπεστάλησαν αἱ ἐργασίαι τοῦ Στρατοδικείου. Οἱ ἀλιθεῖς ἔνοχοι, Ἤξω Κόνναλυ, ἀρχηγὸς τῶν ἐπαναστατῶν καὶ Τὸν Μάκντερτ, μέλος τῆς κυβερνήσεως, ἔχουσιν τὰς καταδικαστικὰς περὶ αὐτῶν ἀποφάσεις τον. bbox=[863, 272, 1101, 402]
article-heading: ΟΙ ΕΝ ΑΜΕΡΙΚΗ ΓΕΡΜΑΝΟΙ bbox=[642, 1735, 818, 1749]
article-heading: ΕΚΤΡΑΧΥΝΣΙΣ ΤΩΝ ΣΧΕΣΕΩΝ ΜΕΞΙΚΟΥ — ΗΝΩΜ. ΠΟΛΙΤΕΙΩΝ bbox=[628, 1458, 832, 1485]
